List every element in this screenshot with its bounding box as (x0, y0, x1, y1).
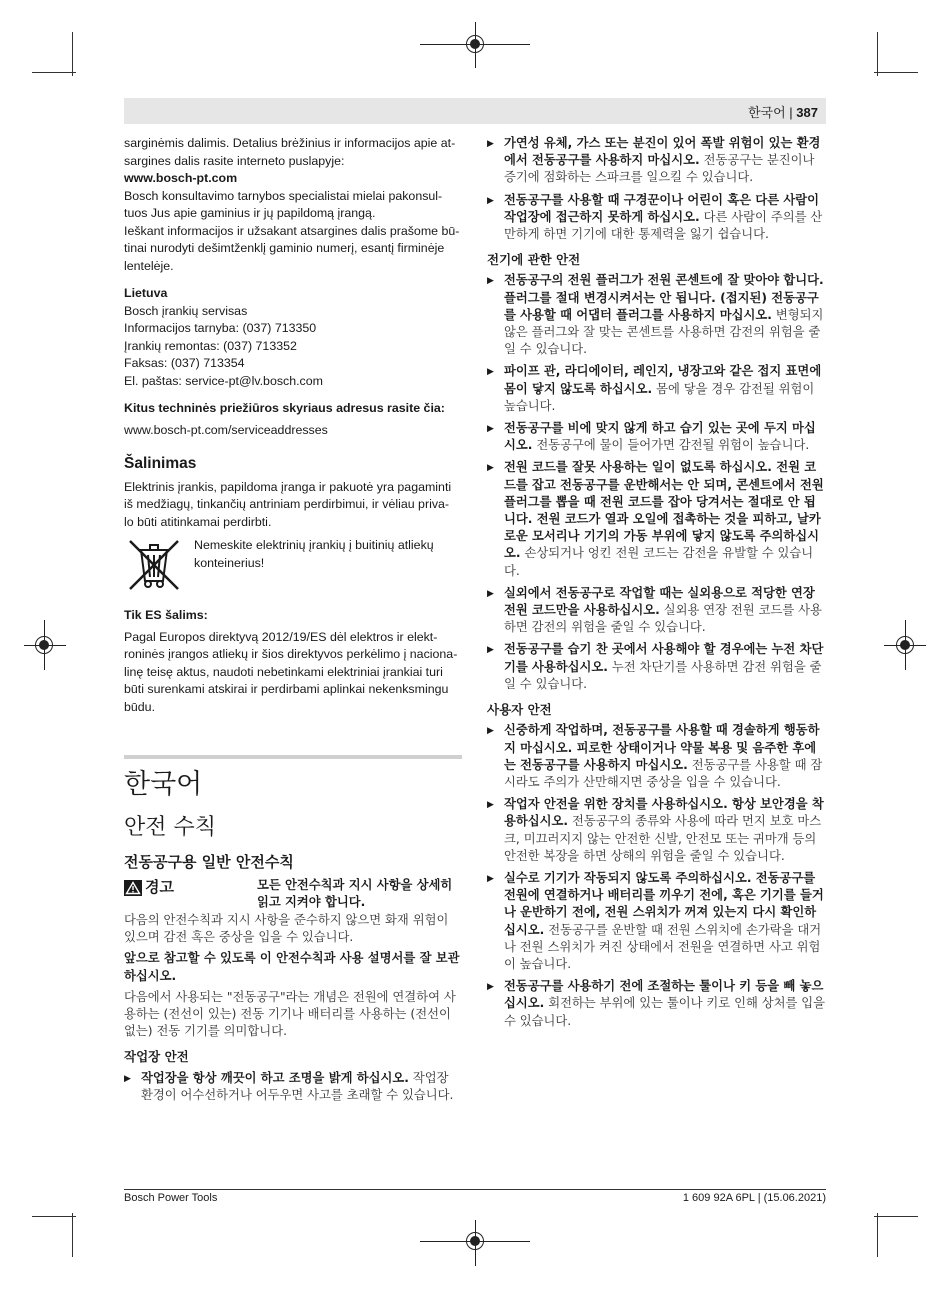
korean-right-column (487, 135, 827, 1035)
keep-bold: 앞으로 참고할 수 있도록 이 안전수칙과 사용 설명서를 잘 보관하십시오. (124, 951, 460, 983)
eu-heading: Tik ES šalims: (124, 608, 208, 622)
bullet-bold: 전동공구의 전원 플러그가 전원 콘센트에 잘 맞아야 합니다. 플러그를 절대 변경시켜서는 안 됩니다. (접지된) 전동공구를 사용할 때 어댑터 플러그를 사용하지 마십시오. (504, 273, 824, 322)
keep-instructions (124, 950, 462, 984)
korean-left-column (124, 912, 462, 1109)
section-divider (124, 755, 462, 759)
text-line: Nemeskite elektrinių įrankių į buitinių atliekų (194, 538, 434, 552)
bullet-text: 손상되거나 엉킨 전원 코드는 감전을 유발할 수 있습니다. (504, 546, 814, 578)
safety-heading: 안전 수칙 (124, 815, 217, 840)
bullet-item (124, 1070, 462, 1104)
text-line: lentelėje. (124, 258, 174, 273)
page-header-text (748, 102, 818, 121)
registration-target-icon (466, 35, 484, 53)
crop-mark (72, 1213, 73, 1257)
address-line: El. paštas: service-pt@lv.bosch.com (124, 373, 323, 388)
warning-triangle-icon (124, 880, 142, 896)
registration-target-icon (35, 636, 53, 654)
website-link: www.bosch-pt.com (124, 171, 238, 185)
electrical-safety-heading: 전기에 관한 안전 (487, 252, 581, 268)
text-line: konteinerius! (194, 555, 265, 570)
service-link: www.bosch-pt.com/serviceaddresses (124, 422, 328, 437)
bullet-text: 실외용 연장 전원 코드를 사용하면 감전의 위험을 줄일 수 있습니다. (504, 603, 822, 635)
bullet-item (487, 978, 827, 1030)
crop-mark (877, 1213, 878, 1257)
disposal-heading: Šalinimas (124, 455, 197, 472)
text-line: Ieškant informacijos ir užsakant atsargines dalis prašome bū- (124, 223, 460, 238)
lithuanian-section (124, 135, 464, 716)
bullet-item (487, 272, 827, 358)
footer-brand: Bosch Power Tools (124, 1192, 218, 1204)
page-header (124, 98, 826, 124)
text-line: roninės įrangos atliekų ir šios direktyvos perkėlimo į naciona- (124, 647, 458, 661)
general-safety-heading: 전동공구용 일반 안전수칙 (124, 853, 294, 871)
address-line: Bosch įrankių servisas (124, 303, 248, 318)
crop-mark (877, 32, 878, 76)
footer-rule (124, 1189, 826, 1190)
bullet-bold: 실수로 기기가 작동되지 않도록 주의하십시오. 전동공구를 전원에 연결하거나 배터리를 끼우기 전에, 혹은 기기를 들거나 운반하기 전에, 전원 스위치가 꺼져 있는지 다시 확인하십시오. (504, 870, 824, 937)
address-line: Informacijos tarnyba: (037) 713350 (124, 321, 317, 335)
warning-label (124, 879, 174, 896)
bullet-text: 누전 차단기를 사용하면 감전 위험을 줄일 수 있습니다. (504, 659, 822, 691)
crop-mark (32, 1216, 76, 1217)
registration-target-icon (466, 1232, 484, 1250)
bullet-text: 전동공구를 사용할 때 잠시라도 주의가 산만해지면 중상을 입을 수 있습니다. (504, 757, 823, 789)
bullet-text: 전동공구의 종류와 사용에 따라 먼지 보호 마스크, 미끄러지지 않는 안전한 신발, 안전모 또는 귀마개 등의 안전한 복장을 하면 상해의 위험을 줄일 수 있습니다. (504, 814, 822, 863)
warning-body (124, 912, 462, 946)
text-line: Elektrinis įrankis, papildoma įranga ir pakuotė yra pagaminti (124, 479, 452, 494)
bullet-text: 회전하는 부위에 있는 툴이나 키로 인해 상처를 입을 수 있습니다. (504, 996, 826, 1028)
warning-tail: 다음의 안전수칙과 지시 사항을 준수하지 않으면 화재 위험이 있으며 감전 혹은 중상을 입을 수 있습니다. (124, 913, 449, 945)
text-line: tuos Jus apie gaminius ir jų papildomą įrangą. (124, 206, 376, 220)
term-note: 다음에서 사용되는 "전동공구"라는 개념은 전원에 연결하여 사용하는 (전선이 있는) 전동 기기나 배터리를 사용하는 (전선이 없는) 전동 기기를 의미합니다. (124, 989, 456, 1039)
text-line: tinai nurodyti dešimtženklį gaminio numerį, esantį firminėje (124, 241, 445, 255)
work-area-heading: 작업장 안전 (124, 1049, 189, 1065)
bullet-bold: 작업자 안전을 위한 장치를 사용하십시오. 항상 보안경을 착용하십시오. (504, 797, 824, 829)
warning-bold: 모든 안전수칙과 지시 사항을 상세히 읽고 지켜야 합니다. (257, 878, 453, 910)
warning-heading-text (257, 877, 462, 911)
weee-text (194, 537, 434, 593)
registration-target-icon (896, 636, 914, 654)
bullet-text: 변형되지 않은 플러그와 잘 맞는 콘센트를 사용하면 감전의 위험을 줄일 수 있습니다. (504, 307, 824, 357)
crop-mark (72, 32, 73, 76)
bullet-text: 전동공구는 분진이나 증기에 점화하는 스파크를 일으킬 수 있습니다. (504, 153, 815, 185)
bullet-item (487, 363, 827, 415)
header-separator: | (789, 105, 793, 120)
text-line: sargines dalis rasite interneto puslapyje: (124, 153, 345, 168)
bullet-bold: 신중하게 작업하며, 전동공구를 사용할 때 경솔하게 행동하지 마십시오. 피로한 상태이거나 약물 복용 및 음주한 후에는 전동공구를 사용하지 마십시오. (504, 723, 820, 772)
bullet-text: 전동공구에 물이 들어가면 감전될 위험이 높습니다. (532, 438, 810, 453)
header-language: 한국어 (747, 105, 786, 120)
crossed-bin-icon (124, 537, 184, 593)
text-line: iš medžiagų, tinkančių antriniam perdirbimui, ir vėliau priva- (124, 497, 450, 511)
address-line: Faksas: (037) 713354 (124, 356, 245, 370)
footer-doc-id: 1 609 92A 6PL | (15.06.2021) (682, 1192, 826, 1204)
crop-mark (32, 72, 76, 73)
country-heading: Lietuva (124, 286, 168, 300)
bullet-item (487, 192, 827, 244)
address-line: Įrankių remontas: (037) 713352 (124, 338, 297, 353)
text-line: Pagal Europos direktyvą 2012/19/ES dėl elektros ir elekt- (124, 629, 438, 644)
bullet-bold: 전동공구를 습기 찬 곳에서 사용해야 할 경우에는 누전 차단기를 사용하십시오. (504, 642, 824, 674)
bullet-bold: 작업장을 항상 깨끗이 하고 조명을 밝게 하십시오. (141, 1070, 409, 1085)
bullet-item (487, 420, 827, 454)
bullet-bold: 가연성 유체, 가스 또는 분진이 있어 폭발 위험이 있는 환경에서 전동공구를 사용하지 마십시오. (504, 136, 821, 168)
bullet-text: 다른 사람이 주의를 산만하게 하면 기기에 대한 통제력을 잃기 쉽습니다. (504, 209, 823, 242)
text-line: būti surenkami atskirai ir perdirbami aplinkai nekenksmingu (124, 682, 449, 696)
bullet-bold: 파이프 관, 라디에이터, 레인지, 냉장고와 같은 접지 표면에 몸이 닿지 않도록 하십시오. (504, 364, 822, 396)
language-title: 한국어 (124, 769, 203, 800)
weee-notice (124, 537, 464, 593)
personal-safety-heading: 사용자 안전 (487, 702, 552, 718)
text-line: lo būti atitinkamai perdirbti. (124, 514, 272, 529)
bullet-bold: 전동공구를 사용하기 전에 조절하는 툴이나 키 등을 빼 놓으십시오. (504, 979, 824, 1011)
bullet-item (487, 135, 827, 187)
bullet-item (487, 796, 827, 865)
text-line: Bosch konsultavimo tarnybos specialistai mielai pakonsul- (124, 188, 443, 203)
bullet-bold: 실외에서 전동공구로 작업할 때는 실외용으로 적당한 연장 전원 코드만을 사용하십시오. (504, 585, 815, 618)
bullet-bold: 전동공구를 사용할 때 구경꾼이나 어린이 혹은 다른 사람이 작업장에 접근하지 못하게 하십시오. (504, 192, 820, 224)
text-line: sarginėmis dalimis. Detalius brėžinius ir informacijos apie at- (124, 136, 456, 150)
text-line: linę teisę aktus, naudoti nebetinkami elektriniai įrankiai turi (124, 664, 443, 679)
text-line: būdu. (124, 699, 156, 714)
bullet-item (487, 585, 827, 637)
warning-word: 경고 (145, 878, 174, 896)
crop-mark (874, 72, 918, 73)
page-number: 387 (796, 105, 818, 120)
bullet-text: 몸에 닿을 경우 감전될 위험이 높습니다. (504, 381, 815, 413)
bullet-bold: 전동공구를 비에 맞지 않게 하고 습기 있는 곳에 두지 마십시오. (504, 421, 816, 453)
warning-body-wrap (124, 912, 462, 946)
bullet-item (487, 722, 827, 791)
bullet-item (487, 870, 827, 973)
crop-mark (874, 1216, 918, 1217)
bullet-bold: 전원 코드를 잘못 사용하는 일이 없도록 하십시오. 전원 코드를 잡고 전동공구를 운반해서는 안 되며, 콘센트에서 전원 플러그를 뽑을 때 전원 코드를 잡아 당겨서는 절대로 안 됩니다. 전원 코드가 열과 오일에 접촉하는 것을 피하고, 날카로운 모서리나 기기의 가동 부위에 닿지 않도록 주의하십시오. (504, 460, 824, 561)
bullet-text: 작업장 환경이 어수선하거나 어두우면 사고를 초래할 수 있습니다. (141, 1070, 454, 1102)
bullet-item (487, 641, 827, 693)
bullet-item (487, 459, 827, 579)
service-heading: Kitus techninės priežiūros skyriaus adresus rasite čia: (124, 401, 445, 415)
bullet-text: 전동공구를 운반할 때 전원 스위치에 손가락을 대거나 전원 스위치가 켜진 상태에서 전원을 연결하면 사고 위험이 높습니다. (504, 922, 822, 971)
